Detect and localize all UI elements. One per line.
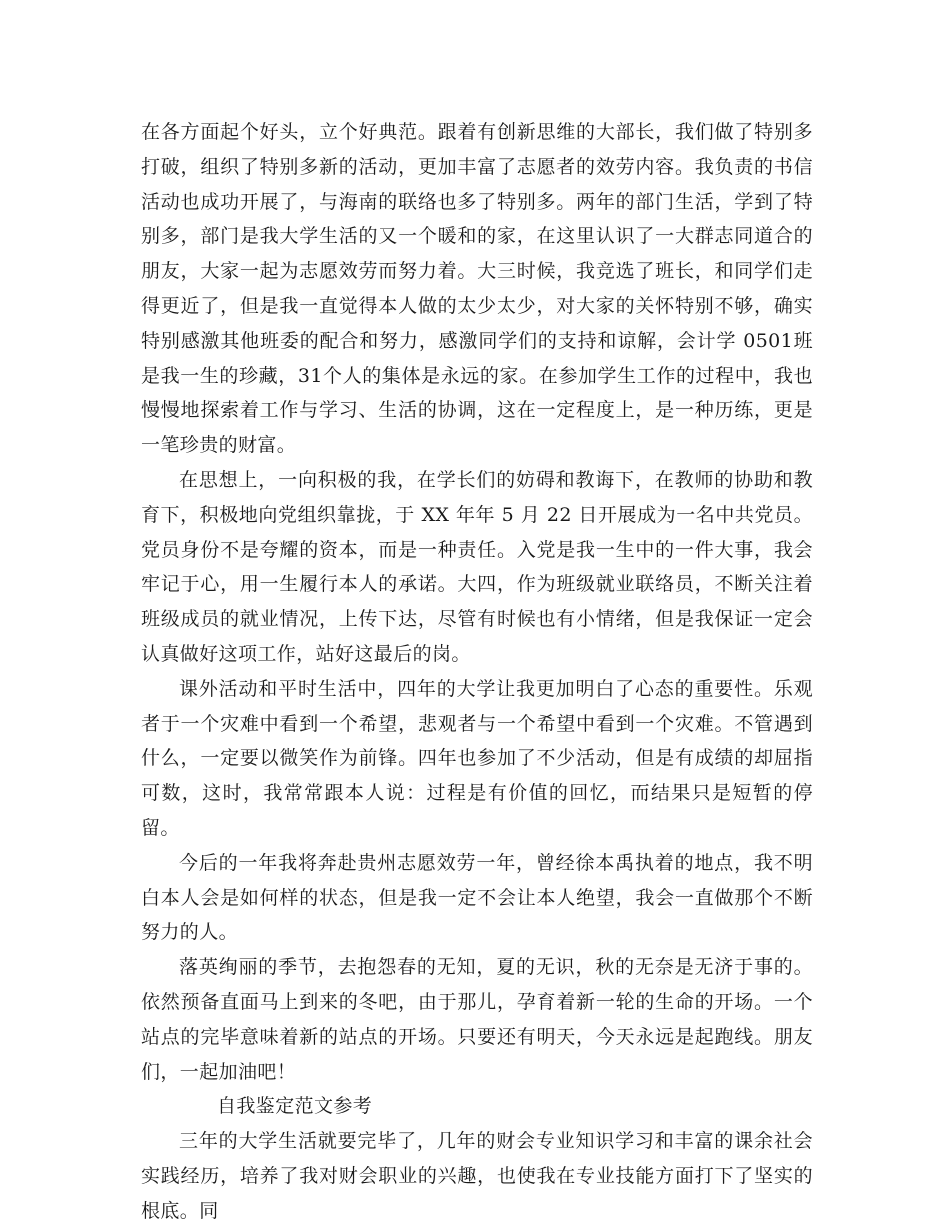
paragraph-activities: 课外活动和平时生活中，四年的大学让我更加明白了心态的重要性。乐观者于一个灾难中看到一个希望，悲观者与一个希望中看到一个灾难。不管遇到什么，一定要以微笑作为前锋。四年也参加了不少活动，但是有成绩的却屈指可数，这时，我常常跟本人说：过程是有价值的回忆，而结果只是短暂的停留。 [141,677,813,839]
paragraph-sample-intro: 三年的大学生活就要完毕了，几年的财会专业知识学习和丰富的课余社会实践经历，培养了我对财会职业的兴趣，也使我在专业技能方面打下了坚实的根底。同 [141,1130,813,1222]
paragraph-closing: 落英绚丽的季节，去抱怨春的无知，夏的无识，秋的无奈是无济于事的。依然预备直面马上到来的冬吧，由于那儿，孕育着新一轮的生命的开场。一个站点的完毕意味着新的站点的开场。只要还有明天，今天永远是起跑线。朋友们，一起加油吧！ [141,956,813,1083]
paragraph-continued: 在各方面起个好头，立个好典范。跟着有创新思维的大部长，我们做了特别多打破，组织了特别多新的活动，更加丰富了志愿者的效劳内容。我负责的书信活动也成功开展了，与海南的联络也多了特别多。两年的部门生活，学到了特别多，部门是我大学生活的又一个暖和的家，在这里认识了一大群志同道合的朋友，大家一起为志愿效劳而努力着。大三时候，我竞选了班长，和同学们走得更近了，但是我一直觉得本人做的太少太少，对大家的关怀特别不够，确实特别感激其他班委的配合和努力，感激同学们的支持和谅解，会计学 0501班是我一生的珍藏，31个人的集体是永远的家。在参加学生工作的过程中，我也慢慢地探索着工作与学习、生活的协调，这在一定程度上，是一种历练，更是一笔珍贵的财富。 [141,121,813,457]
section-heading: 自我鉴定范文参考 [217,1095,373,1118]
document-body [141,115,813,1229]
paragraph-ideology: 在思想上，一向积极的我，在学长们的妨碍和教诲下，在教师的协助和教育下，积极地向党组织靠拢，于 XX 年年 5 月 22 日开展成为一名中共党员。党员身份不是夸耀的资本，而是一种责任。入党是我一生中的一件大事，我会牢记于心，用一生履行本人的承诺。大四，作为班级就业联络员，不断关注着班级成员的就业情况，上传下达，尽管有时候也有小情绪，但是我保证一定会认真做好这项工作，站好这最后的岗。 [141,468,813,665]
paragraph-future: 今后的一年我将奔赴贵州志愿效劳一年，曾经徐本禹执着的地点，我不明白本人会是如何样的状态，但是我一定不会让本人绝望，我会一直做那个不断努力的人。 [141,851,813,944]
